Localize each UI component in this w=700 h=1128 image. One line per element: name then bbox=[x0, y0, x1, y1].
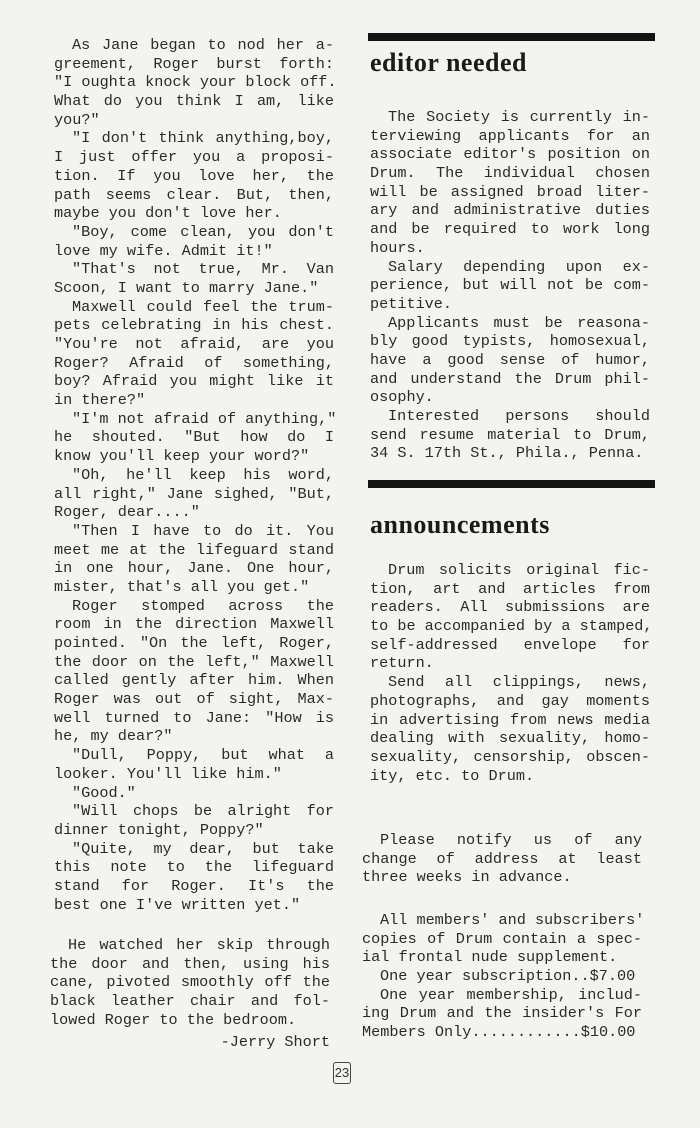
text-line: Members Only............$10.00 bbox=[362, 1023, 636, 1042]
text-line: will be assigned broad liter- bbox=[370, 182, 650, 201]
text-line: As Jane began to nod her a- bbox=[72, 36, 334, 54]
text-line: 34 S. 17th St., Phila., Penna. bbox=[370, 444, 644, 463]
announcements-heading: announcements bbox=[370, 510, 550, 539]
story-part2 bbox=[50, 936, 330, 1029]
text-line: maybe you don't love her. bbox=[54, 204, 282, 223]
text-line: Roger? Afraid of something, bbox=[54, 353, 334, 372]
text-line: self-addressed envelope for bbox=[370, 635, 650, 654]
text-line: ary and administrative duties bbox=[370, 201, 650, 220]
text-line: Roger was out of sight, Max- bbox=[54, 690, 334, 709]
text-line: petitive. bbox=[370, 294, 453, 313]
text-line: stand for Roger. It's the bbox=[54, 876, 334, 895]
text-line: in one hour, Jane. One hour, bbox=[54, 559, 334, 578]
text-line: in advertising from news media bbox=[370, 710, 650, 729]
text-line: ing Drum and the insider's For bbox=[362, 1004, 642, 1023]
text-line: readers. All submissions are bbox=[370, 598, 650, 617]
page-number: 23 bbox=[333, 1062, 351, 1084]
text-line: All members' and subscribers' bbox=[380, 911, 645, 929]
story-part1 bbox=[54, 36, 337, 914]
text-line: looker. You'll like him." bbox=[54, 764, 282, 783]
story-byline: -Jerry Short bbox=[220, 1033, 330, 1051]
text-line: osophy. bbox=[370, 388, 434, 407]
text-line: Salary depending upon ex- bbox=[388, 257, 650, 276]
text-line: Maxwell could feel the trum- bbox=[72, 297, 334, 316]
text-line: greement, Roger burst forth: bbox=[54, 54, 334, 73]
text-line: Roger stomped across the bbox=[72, 596, 334, 615]
text-line: this note to the lifeguard bbox=[54, 858, 334, 877]
announcements-body bbox=[370, 561, 653, 785]
text-line: the door on the left," Maxwell bbox=[54, 652, 334, 671]
text-line: and be required to work long bbox=[370, 220, 650, 239]
text-line: tion. If you love her, the bbox=[54, 166, 334, 185]
text-line: and understand the Drum phil- bbox=[370, 369, 650, 388]
text-line: black leather chair and fol- bbox=[50, 992, 330, 1011]
text-line: perience, but will not be com- bbox=[370, 276, 650, 295]
editor-needed-body bbox=[370, 108, 650, 463]
text-line: "I'm not afraid of anything," bbox=[72, 409, 337, 428]
editor-needed-heading: editor needed bbox=[370, 48, 527, 77]
text-line: sexuality, censorship, obscen- bbox=[370, 747, 650, 766]
text-line: Drum. The individual chosen bbox=[370, 164, 650, 183]
text-line: well turned to Jane: "How is bbox=[54, 708, 334, 727]
text-line: "I don't think anything,boy, bbox=[72, 129, 334, 148]
text-line: Please notify us of any bbox=[380, 831, 642, 849]
text-line: Roger, dear...." bbox=[54, 503, 200, 522]
text-line: "Dull, Poppy, but what a bbox=[72, 746, 334, 765]
text-line: terviewing applicants for an bbox=[370, 126, 650, 145]
text-line: One year subscription..$7.00 bbox=[380, 967, 636, 986]
text-line: tion, art and articles from bbox=[370, 579, 650, 598]
text-line: mister, that's all you get." bbox=[54, 577, 310, 596]
text-line: I just offer you a proposi- bbox=[54, 148, 334, 167]
text-line: dealing with sexuality, homo- bbox=[370, 729, 650, 748]
divider-bar bbox=[368, 480, 655, 488]
text-line: Applicants must be reasona- bbox=[388, 313, 650, 332]
text-line: Send all clippings, news, bbox=[388, 673, 650, 692]
text-line: He watched her skip through bbox=[68, 936, 330, 954]
text-line: lowed Roger to the bedroom. bbox=[50, 1010, 297, 1029]
divider-bar bbox=[368, 33, 655, 41]
subscriptions bbox=[362, 911, 645, 1042]
text-line: "Quite, my dear, but take bbox=[72, 839, 334, 858]
text-line: love my wife. Admit it!" bbox=[54, 241, 273, 260]
text-line: three weeks in advance. bbox=[362, 868, 572, 887]
text-line: bly good typists, homosexual, bbox=[370, 332, 650, 351]
text-line: "Oh, he'll keep his word, bbox=[72, 465, 334, 484]
text-line: in there?" bbox=[54, 391, 146, 410]
text-line: the door and then, using his bbox=[50, 954, 330, 973]
text-line: best one I've written yet." bbox=[54, 895, 301, 914]
text-line: What do you think I am, like bbox=[54, 92, 334, 111]
text-line: return. bbox=[370, 654, 434, 673]
text-line: you?" bbox=[54, 110, 100, 129]
text-line: Drum solicits original fic- bbox=[388, 561, 650, 579]
text-line: all right," Jane sighed, "But, bbox=[54, 484, 334, 503]
text-line: have a good sense of humor, bbox=[370, 350, 650, 369]
text-line: send resume material to Drum, bbox=[370, 425, 650, 444]
text-line: he shouted. "But how do I bbox=[54, 428, 334, 447]
text-line: Interested persons should bbox=[388, 407, 650, 425]
text-line: ity, etc. to Drum. bbox=[370, 766, 535, 785]
text-line: ial frontal nude supplement. bbox=[362, 948, 618, 967]
text-line: associate editor's position on bbox=[370, 145, 650, 164]
text-line: Scoon, I want to marry Jane." bbox=[54, 278, 319, 297]
text-line: meet me at the lifeguard stand bbox=[54, 540, 334, 559]
text-line: know you'll keep your word?" bbox=[54, 447, 310, 466]
text-line: to be accompanied by a stamped, bbox=[370, 617, 653, 636]
text-line: "You're not afraid, are you bbox=[54, 335, 334, 353]
text-line: photographs, and gay moments bbox=[370, 691, 650, 710]
text-line: "Good." bbox=[72, 783, 136, 802]
text-line: he, my dear?" bbox=[54, 727, 173, 746]
text-line: The Society is currently in- bbox=[388, 108, 650, 126]
text-line: called gently after him. When bbox=[54, 671, 334, 690]
text-line: pets celebrating in his chest. bbox=[54, 316, 334, 335]
text-line: change of address at least bbox=[362, 849, 642, 868]
text-line: "That's not true, Mr. Van bbox=[72, 260, 334, 279]
text-line: "Boy, come clean, you don't bbox=[72, 222, 334, 241]
text-line: dinner tonight, Poppy?" bbox=[54, 820, 264, 839]
text-line: cane, pivoted smoothly off the bbox=[50, 973, 330, 992]
text-line: "Then I have to do it. You bbox=[72, 521, 334, 540]
text-line: path seems clear. But, then, bbox=[54, 185, 334, 204]
text-line: One year membership, includ- bbox=[380, 985, 642, 1004]
text-line: hours. bbox=[370, 238, 425, 257]
text-line: "Will chops be alright for bbox=[72, 802, 334, 821]
text-line: pointed. "On the left, Roger, bbox=[54, 634, 334, 652]
address-notice bbox=[362, 831, 642, 887]
text-line: boy? Afraid you might like it bbox=[54, 372, 334, 391]
text-line: "I oughta knock your block off. bbox=[54, 73, 337, 92]
text-line: room in the direction Maxwell bbox=[54, 615, 334, 634]
text-line: copies of Drum contain a spec- bbox=[362, 929, 642, 948]
